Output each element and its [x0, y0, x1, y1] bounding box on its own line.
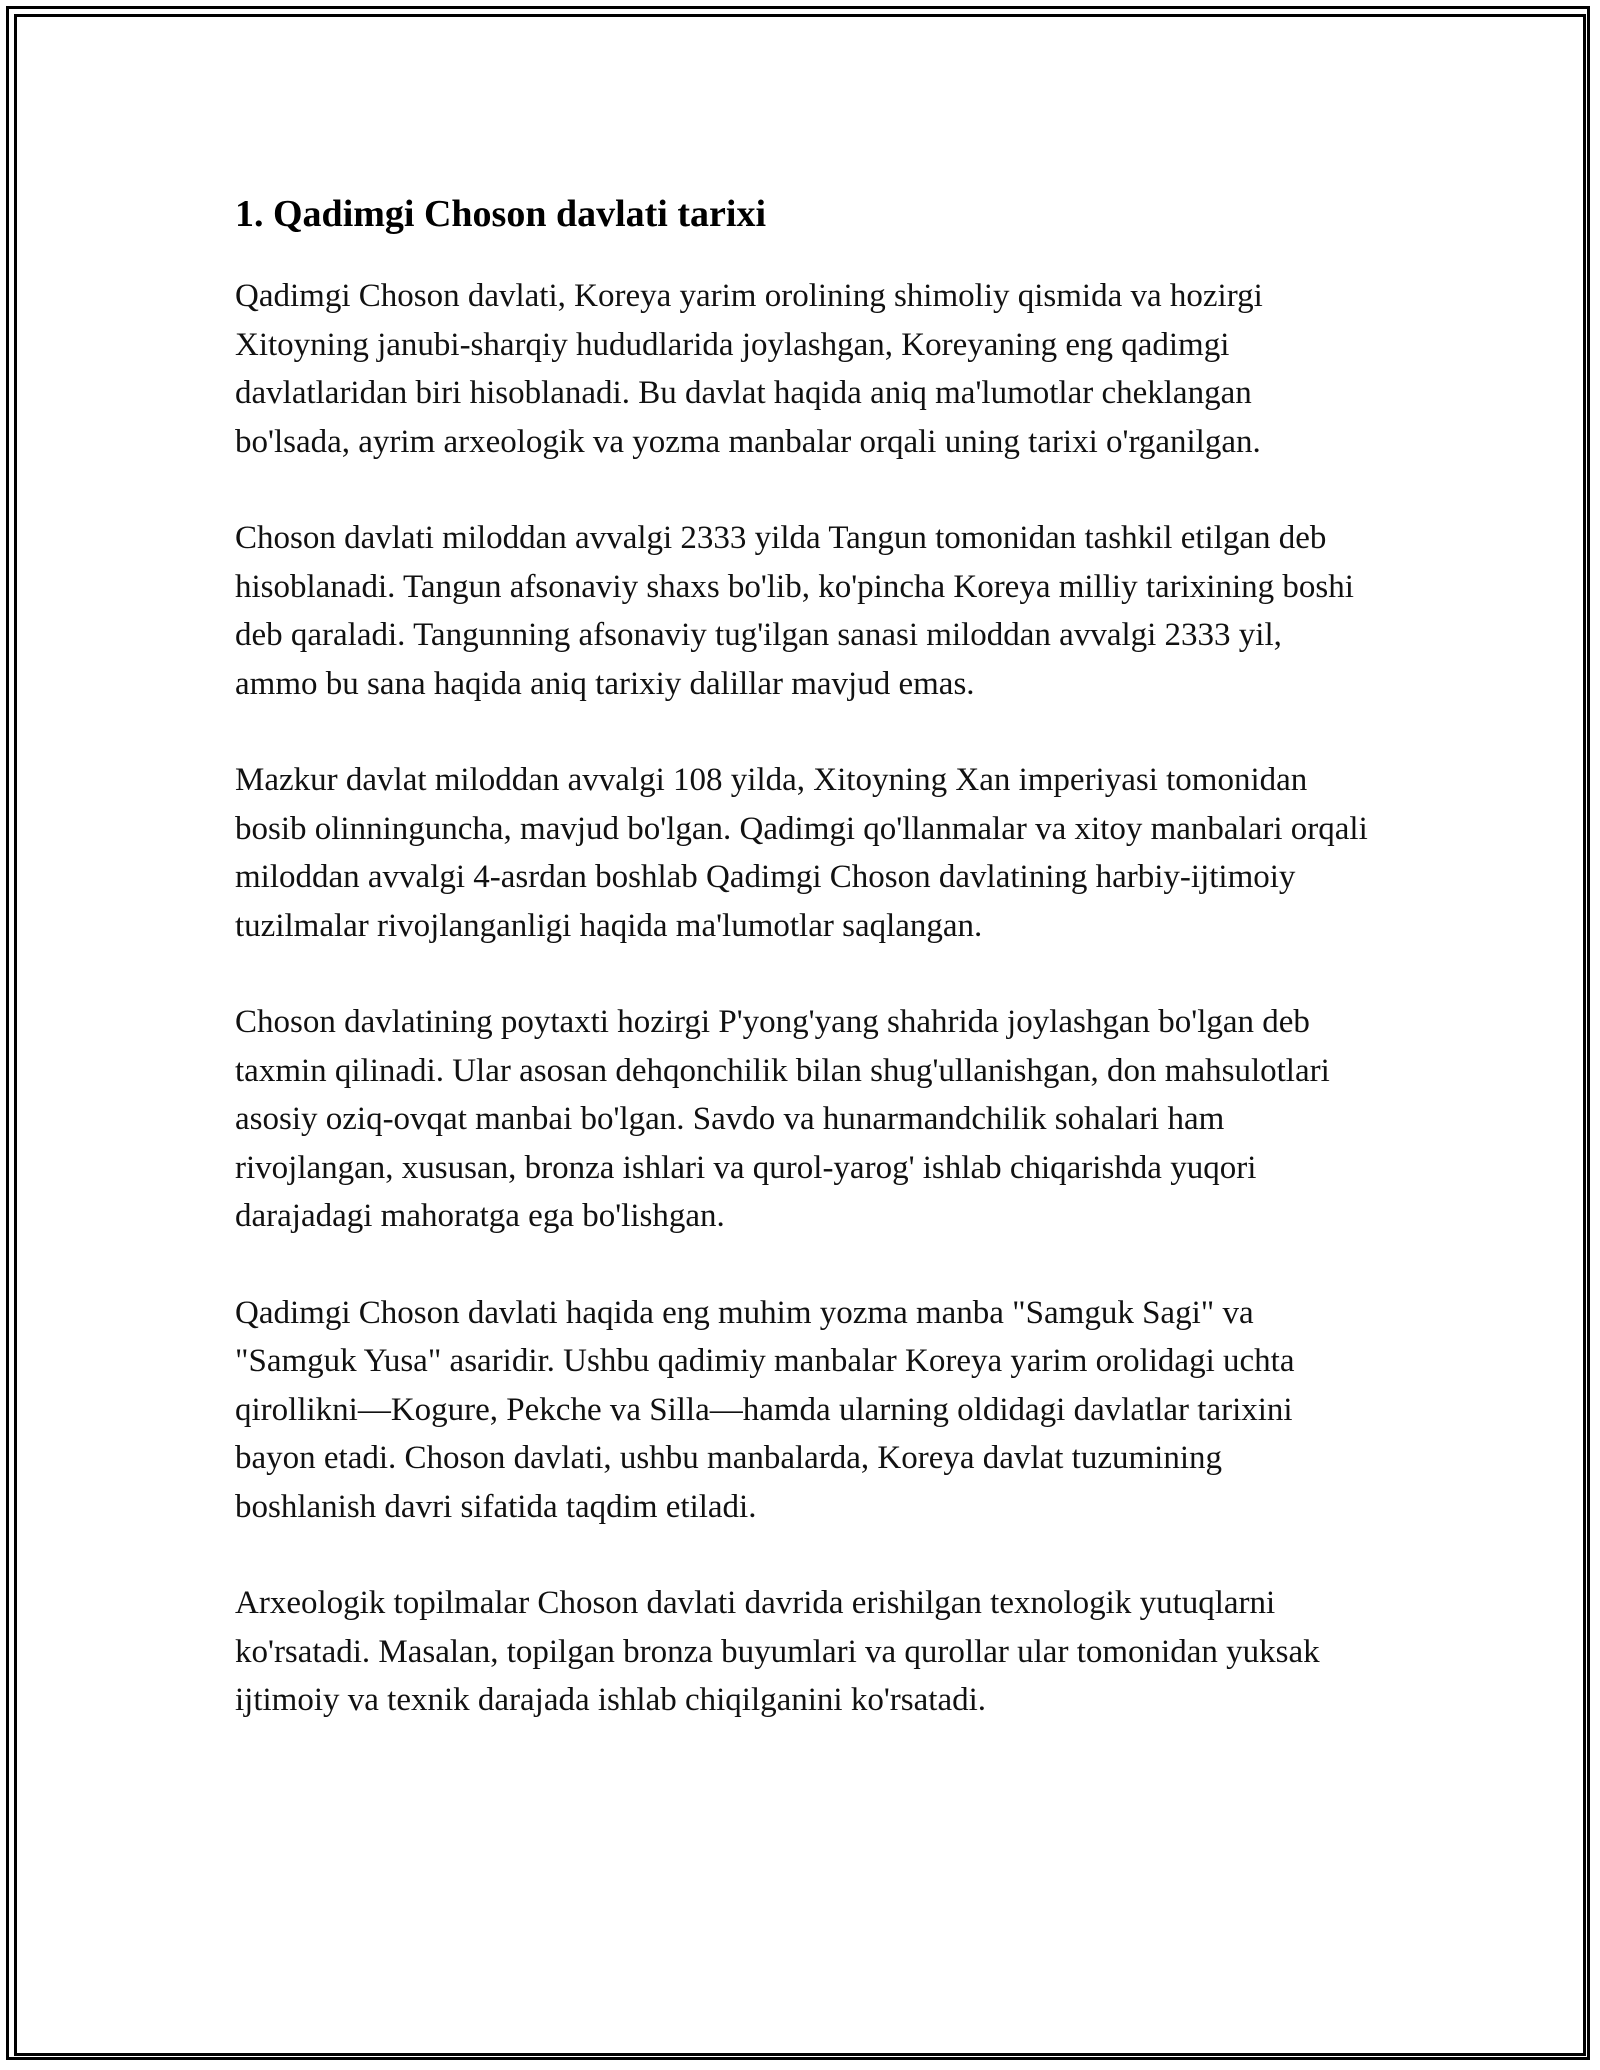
paragraph-archaeology: Arxeologik topilmalar Choson davlati davrida erishilgan texnologik yutuqlarni ko'rsatadi. Masalan, topilgan bronza buyumlari va qurollar ular tomonidan yuksak ijtimoiy va texnik darajada ishlab chiqilganini ko'rsatadi.: [235, 1585, 1320, 1718]
paragraph-intro: Qadimgi Choson davlati, Koreya yarim orolining shimoliy qismida va hozirgi Xitoyning janubi-sharqiy hududlarida joylashgan, Koreyaning eng qadimgi davlatlaridan biri hisoblanadi. Bu davlat haqida aniq ma'lumotlar cheklangan bo'lsada, ayrim arxeologik va yozma manbalar orqali uning tarixi o'rganilgan.: [235, 278, 1263, 460]
section-heading: 1. Qadimgi Choson davlati tarixi: [235, 193, 766, 235]
paragraph-founding: Choson davlati miloddan avvalgi 2333 yilda Tangun tomonidan tashkil etilgan deb hisoblanadi. Tangun afsonaviy shaxs bo'lib, ko'pincha Koreya milliy tarixining boshi deb qaraladi. Tangunning afsonaviy tug'ilgan sanasi miloddan avvalgi 2333 yil, ammo bu sana haqida aniq tarixiy dalillar mavjud emas.: [235, 520, 1354, 702]
paragraph-written-sources: Qadimgi Choson davlati haqida eng muhim yozma manba "Samguk Sagi" va "Samguk Yusa" asaridir. Ushbu qadimiy manbalar Koreya yarim orolidagi uchta qirollikni—Kogure, Pekche va Silla—hamda ularning oldidagi davlatlar tarixini bayon etadi. Choson davlati, ushbu manbalarda, Koreya davlat tuzumining boshlanish davri sifatida taqdim etiladi.: [235, 1294, 1295, 1525]
paragraph-existence: Mazkur davlat miloddan avvalgi 108 yilda, Xitoyning Xan imperiyasi tomonidan bosib olinninguncha, mavjud bo'lgan. Qadimgi qo'llanmalar va xitoy manbalari orqali miloddan avvalgi 4-asrdan boshlab Qadimgi Choson davlatining harbiy-ijtimoiy tuzilmalar rivojlanganligi haqida ma'lumotlar saqlangan.: [235, 762, 1368, 944]
document-body: [235, 186, 1370, 1725]
paragraph-capital-economy: Choson davlatining poytaxti hozirgi P'yong'yang shahrida joylashgan bo'lgan deb taxmin qilinadi. Ular asosan dehqonchilik bilan shug'ullanishgan, don mahsulotlari asosiy oziq-ovqat manbai bo'lgan. Savdo va hunarmandchilik sohalari ham rivojlangan, xususan, bronza ishlari va qurol-yarog' ishlab chiqarishda yuqori darajadagi mahoratga ega bo'lishgan.: [235, 1004, 1330, 1234]
